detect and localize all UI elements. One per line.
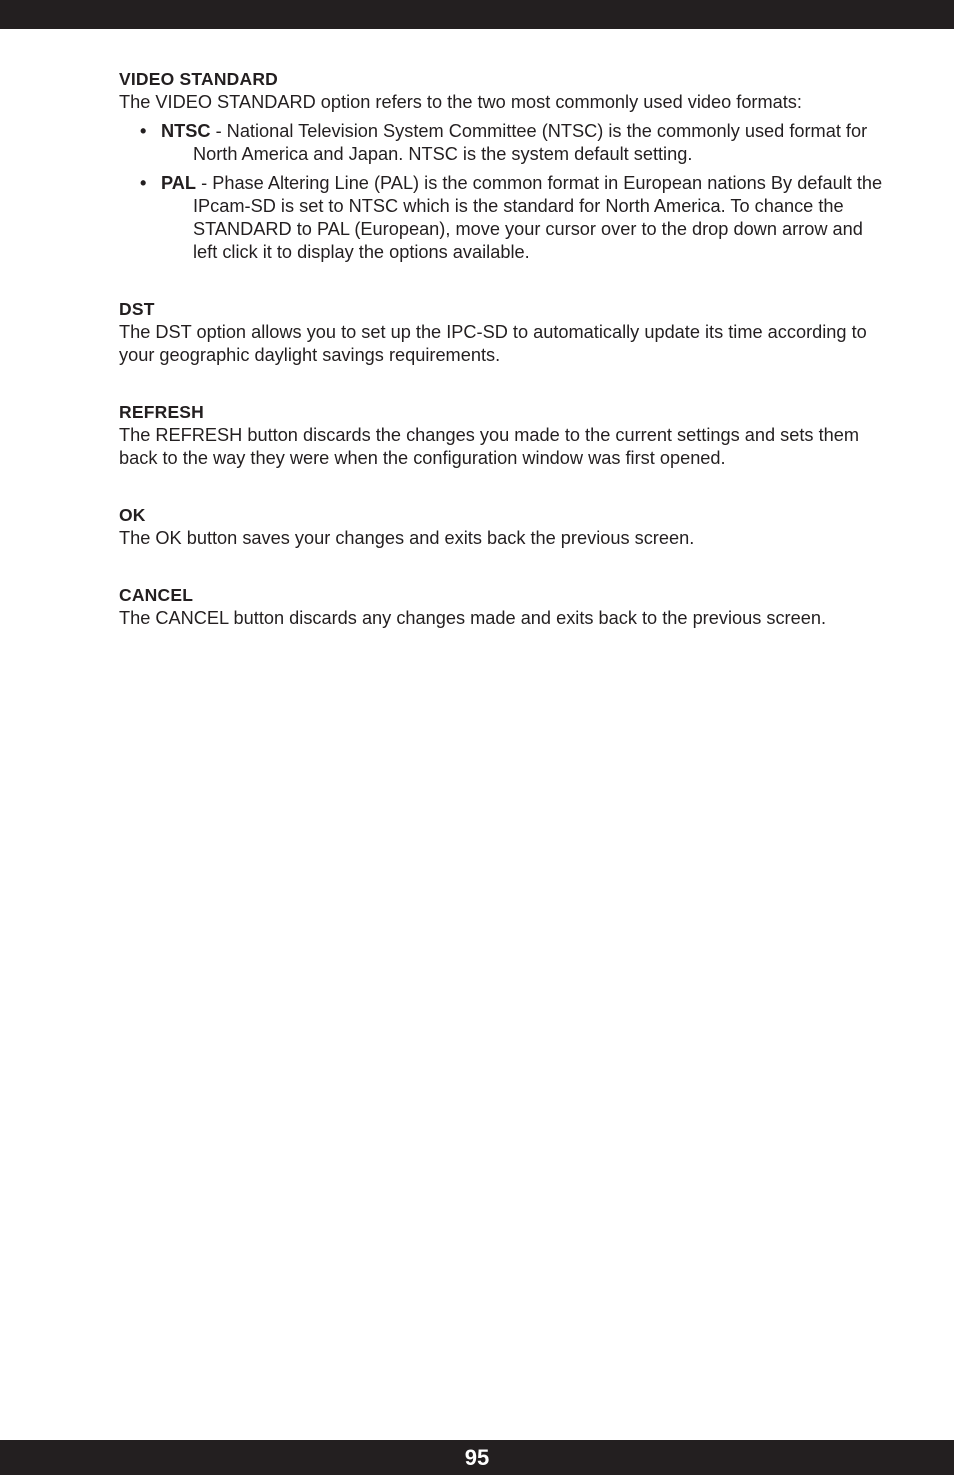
section-text: The CANCEL button discards any changes made and exits back to the previous screen.	[119, 608, 827, 628]
section-video-standard	[119, 68, 884, 264]
page-number: 95	[464, 1445, 490, 1470]
page-content	[119, 68, 884, 630]
bullet-term: NTSC	[161, 121, 211, 141]
section-heading: CANCEL	[119, 585, 194, 605]
section-refresh	[119, 401, 884, 470]
bullet-icon: •	[140, 121, 147, 141]
section-dst	[119, 298, 884, 367]
bullet-text: - Phase Altering Line (PAL) is the common format in European nations By default the IPcam-SD is set to NTSC which is the standard for North America. To chance the STANDARD to PAL (European), move your cursor over to the drop down arrow and left click it to display the options available.	[193, 173, 883, 262]
section-text: The DST option allows you to set up the IPC-SD to automatically update its time according to your geographic daylight savings requirements.	[119, 322, 867, 365]
top-header-bar	[0, 0, 954, 29]
section-text: The REFRESH button discards the changes you made to the current settings and sets them back to the way they were when the configuration window was first opened.	[119, 425, 860, 468]
section-heading: OK	[119, 505, 146, 525]
section-heading: VIDEO STANDARD	[119, 69, 279, 89]
section-text: The OK button saves your changes and exits back the previous screen.	[119, 528, 695, 548]
section-cancel	[119, 584, 884, 630]
list-item-ntsc	[119, 120, 884, 166]
video-format-list	[119, 120, 884, 264]
section-text: The VIDEO STANDARD option refers to the two most commonly used video formats:	[119, 92, 802, 112]
section-heading: DST	[119, 299, 155, 319]
footer-bar	[0, 1440, 954, 1475]
bullet-term: PAL	[161, 173, 197, 193]
bullet-text: - National Television System Committee (NTSC) is the commonly used format for North America and Japan. NTSC is the system default setting.	[193, 121, 868, 164]
section-heading: REFRESH	[119, 402, 205, 422]
section-ok	[119, 504, 884, 550]
list-item-pal	[119, 172, 884, 264]
bullet-icon: •	[140, 173, 147, 193]
